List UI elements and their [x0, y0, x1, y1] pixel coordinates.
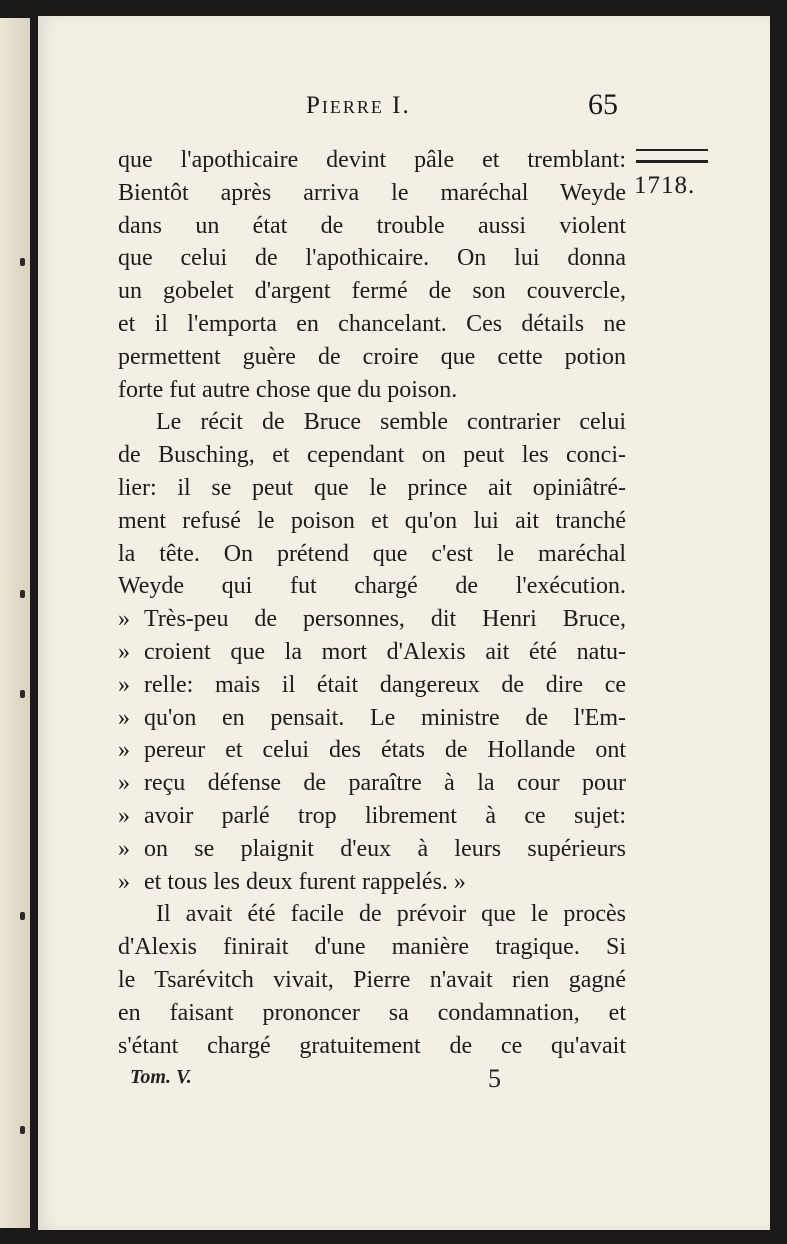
quote-line	[118, 702, 626, 735]
text-line: s'étant chargé gratuitement de ce qu'avait	[118, 1032, 626, 1059]
page-edge-mark	[20, 258, 25, 266]
text-line: Il avait été facile de prévoir que le procès	[156, 901, 626, 928]
text-line: dans un état de trouble aussi violent	[118, 212, 626, 239]
previous-page-edge	[0, 18, 30, 1228]
text-line: d'Alexis finirait d'une manière tragique. Si	[118, 934, 626, 961]
text-line: ment refusé le poison et qu'on lui ait tranché	[118, 507, 626, 534]
quote-mark: »	[118, 671, 130, 698]
quote-line	[118, 800, 626, 833]
page-edge-mark	[20, 590, 25, 598]
quote-text: reçu défense de paraître à la cour pour	[144, 770, 626, 797]
page-header	[38, 88, 770, 132]
quote-mark: »	[118, 737, 130, 764]
quote-line	[118, 734, 626, 767]
quote-text: qu'on en pensait. Le ministre de l'Em-	[144, 704, 626, 731]
quote-line	[118, 866, 626, 899]
quote-text: relle: mais il était dangereux de dire ce	[144, 671, 626, 698]
margin-year: 1718.	[634, 172, 696, 199]
body-text	[118, 144, 626, 1062]
quote-text: croient que la mort d'Alexis ait été natu-	[144, 638, 626, 665]
quote-line	[118, 833, 626, 866]
quote-line	[118, 636, 626, 669]
signature-number: 5	[488, 1064, 501, 1093]
text-line: Bientôt après arriva le maréchal Weyde	[118, 179, 626, 206]
quote-mark: »	[118, 704, 130, 731]
quote-text: on se plaignit d'eux à leurs supérieurs	[144, 835, 626, 862]
quote-mark: »	[118, 868, 130, 895]
page-edge-mark	[20, 690, 25, 698]
quote-text: Très-peu de personnes, dit Henri Bruce,	[144, 606, 626, 633]
text-line: que l'apothicaire devint pâle et tremblant:	[118, 147, 626, 173]
quote-mark: »	[118, 606, 130, 633]
quote-text: et tous les deux furent rappelés. »	[144, 868, 466, 895]
page-footer	[38, 1064, 770, 1104]
quote-mark: »	[118, 770, 130, 797]
text-line: un gobelet d'argent fermé de son couvercle,	[118, 278, 626, 305]
page-edge-mark	[20, 912, 25, 920]
text-line: la tête. On prétend que c'est le maréchal	[118, 540, 626, 567]
quote-line	[118, 767, 626, 800]
page-number: 65	[588, 88, 618, 121]
running-head: Pierre I.	[306, 92, 411, 119]
text-line: en faisant prononcer sa condamnation, et	[118, 999, 626, 1026]
margin-rule	[636, 149, 708, 163]
text-line: le Tsarévitch vivait, Pierre n'avait rien gagné	[118, 966, 626, 993]
quote-line	[118, 603, 626, 636]
text-line: permettent guère de croire que cette potion	[118, 343, 626, 370]
page-edge-mark	[20, 1126, 25, 1134]
quote-mark: »	[118, 638, 130, 665]
text-line: forte fut autre chose que du poison.	[118, 376, 458, 403]
text-line: Weyde qui fut chargé de l'exécution.	[118, 573, 626, 600]
text-line: de Busching, et cependant on peut les conci-	[118, 442, 626, 469]
quote-mark: »	[118, 835, 130, 862]
quote-mark: »	[118, 802, 130, 829]
volume-signature: Tom. V.	[130, 1066, 192, 1088]
quote-line	[118, 669, 626, 702]
text-line: lier: il se peut que le prince ait opiniâtré-	[118, 474, 626, 501]
text-line: Le récit de Bruce semble contrarier celui	[156, 409, 626, 436]
text-line: et il l'emporta en chancelant. Ces détails ne	[118, 310, 626, 337]
text-line: que celui de l'apothicaire. On lui donna	[118, 245, 626, 272]
quote-text: pereur et celui des états de Hollande ont	[144, 737, 626, 764]
quote-text: avoir parlé trop librement à ce sujet:	[144, 802, 626, 829]
